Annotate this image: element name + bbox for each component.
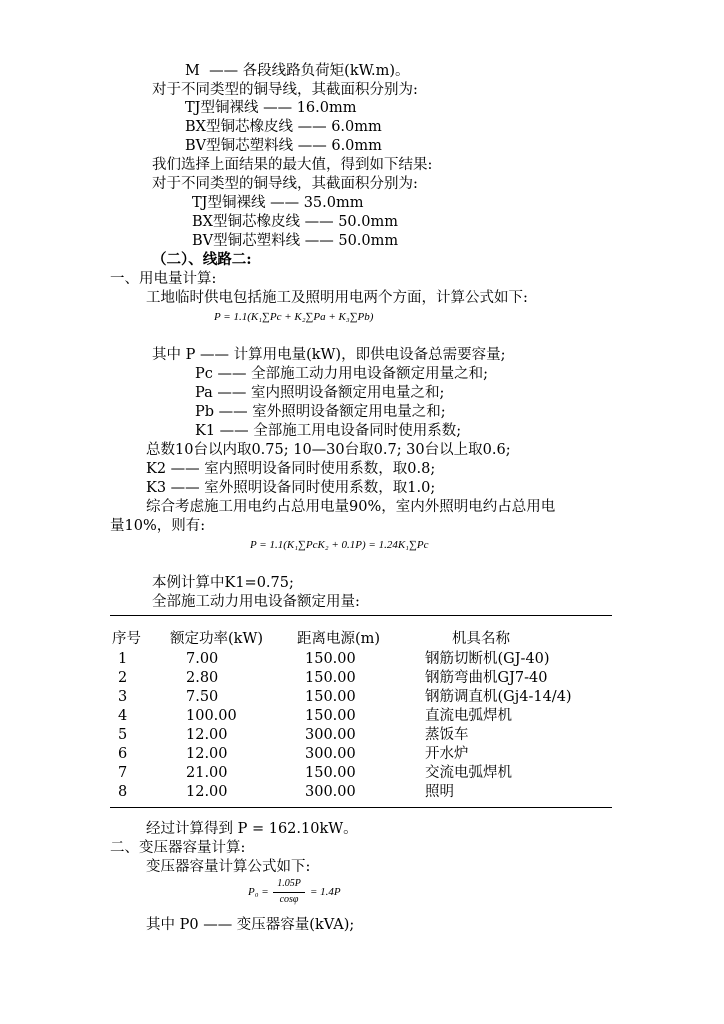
section-heading: 二、变压器容量计算: <box>110 840 246 856</box>
table-header-cell: 额定功率(kW) <box>170 631 264 647</box>
text-line: TJ型铜裸线 —— 35.0mm <box>192 195 364 211</box>
table-header-cell: 距离电源(m) <box>297 631 381 647</box>
table-cell: 150.00 <box>305 670 356 686</box>
text-line: 经过计算得到 P = 162.10kW。 <box>146 821 358 837</box>
table-cell: 5 <box>118 727 128 743</box>
table-header-cell: 序号 <box>112 631 141 647</box>
formula-3-numerator: 1.05P <box>277 878 301 889</box>
text-line: 本例计算中K1=0.75; <box>152 575 294 591</box>
table-rule-dashes <box>114 807 404 808</box>
text-line: 对于不同类型的铜导线，其截面积分别为: <box>152 82 418 98</box>
text-line: 我们选择上面结果的最大值，得到如下结果: <box>152 157 433 173</box>
section-heading: 一、用电量计算: <box>110 271 217 287</box>
formula-1: P = 1.1(K₁∑Pc + K₂∑Pa + K₃∑Pb) <box>214 311 374 323</box>
table-cell: 300.00 <box>305 727 356 743</box>
text-line: 全部施工动力用电设备额定用量: <box>152 594 360 610</box>
text-line: 综合考虑施工用电约占总用电量90%，室内外照明电约占总用电 <box>146 499 556 515</box>
table-cell: 300.00 <box>305 746 356 762</box>
text-line: 工地临时供电包括施工及照明用电两个方面，计算公式如下: <box>146 290 528 306</box>
formula-2: P = 1.1(K₁∑PcK₂ + 0.1P) = 1.24K₁∑Pc <box>250 539 429 551</box>
table-cell: 交流电弧焊机 <box>425 765 512 781</box>
table-cell: 150.00 <box>305 708 356 724</box>
formula-3-lhs: P₀ = <box>248 886 269 898</box>
table-cell: 7 <box>118 765 128 781</box>
table-cell: 150.00 <box>305 651 356 667</box>
table-cell: 钢筋调直机(Gj4-14/4) <box>425 689 572 705</box>
text-line: K3 —— 室外照明设备同时使用系数，取1.0; <box>146 480 436 496</box>
formula-3-denominator: cosφ <box>279 894 299 905</box>
table-rule-dashes <box>114 615 404 616</box>
text-line: 变压器容量计算公式如下: <box>146 859 311 875</box>
table-cell: 8 <box>118 784 128 800</box>
text-line: Pc —— 全部施工动力用电设备额定用量之和; <box>195 366 488 382</box>
table-cell: 1 <box>118 651 128 667</box>
table-header-cell: 机具名称 <box>452 631 510 647</box>
table-cell: 100.00 <box>186 708 237 724</box>
table-cell: 12.00 <box>186 727 228 743</box>
fraction-bar <box>273 892 305 893</box>
text-line: K1 —— 全部施工用电设备同时使用系数; <box>195 423 462 439</box>
table-cell: 150.00 <box>305 689 356 705</box>
table-cell: 12.00 <box>186 746 228 762</box>
table-cell: 7.50 <box>186 689 219 705</box>
formula-3-rhs: = 1.4P <box>310 886 341 898</box>
table-cell: 150.00 <box>305 765 356 781</box>
table-cell: 2.80 <box>186 670 219 686</box>
text-line: K2 —— 室内照明设备同时使用系数，取0.8; <box>146 461 436 477</box>
table-cell: 7.00 <box>186 651 219 667</box>
text-line: 总数10台以内取0.75; 10—30台取0.7; 30台以上取0.6; <box>146 442 511 458</box>
section-heading: （二）、线路二: <box>152 251 252 268</box>
table-cell: 钢筋弯曲机GJ7-40 <box>425 670 548 686</box>
table-bottom-rule <box>110 807 612 808</box>
table-cell: 4 <box>118 708 128 724</box>
table-cell: 蒸饭车 <box>425 727 469 743</box>
text-line: BX型铜芯橡皮线 —— 50.0mm <box>192 214 398 230</box>
text-line: 量10%，则有: <box>110 518 206 534</box>
text-line: 其中 P —— 计算用电量(kW)，即供电设备总需要容量; <box>152 347 506 363</box>
table-cell: 开水炉 <box>425 746 469 762</box>
table-cell: 3 <box>118 689 128 705</box>
text-line: 对于不同类型的铜导线，其截面积分别为: <box>152 176 418 192</box>
text-line: BV型铜芯塑料线 —— 50.0mm <box>192 233 399 249</box>
table-cell: 钢筋切断机(GJ-40) <box>425 651 550 667</box>
table-top-rule <box>110 615 612 616</box>
table-cell: 2 <box>118 670 128 686</box>
text-line: Pa —— 室内照明设备额定用电量之和; <box>195 385 445 401</box>
table-cell: 照明 <box>425 784 454 800</box>
text-line: Pb —— 室外照明设备额定用电量之和; <box>195 404 446 420</box>
table-cell: 12.00 <box>186 784 228 800</box>
table-cell: 直流电弧焊机 <box>425 708 512 724</box>
text-line: BX型铜芯橡皮线 —— 6.0mm <box>185 119 382 135</box>
table-cell: 6 <box>118 746 128 762</box>
text-line: 其中 P0 —— 变压器容量(kVA); <box>146 917 355 933</box>
text-line: TJ型铜裸线 —— 16.0mm <box>185 100 357 116</box>
text-line: BV型铜芯塑料线 —— 6.0mm <box>185 138 382 154</box>
table-cell: 21.00 <box>186 765 228 781</box>
table-cell: 300.00 <box>305 784 356 800</box>
text-line: M —— 各段线路负荷矩(kW.m)。 <box>185 63 410 79</box>
